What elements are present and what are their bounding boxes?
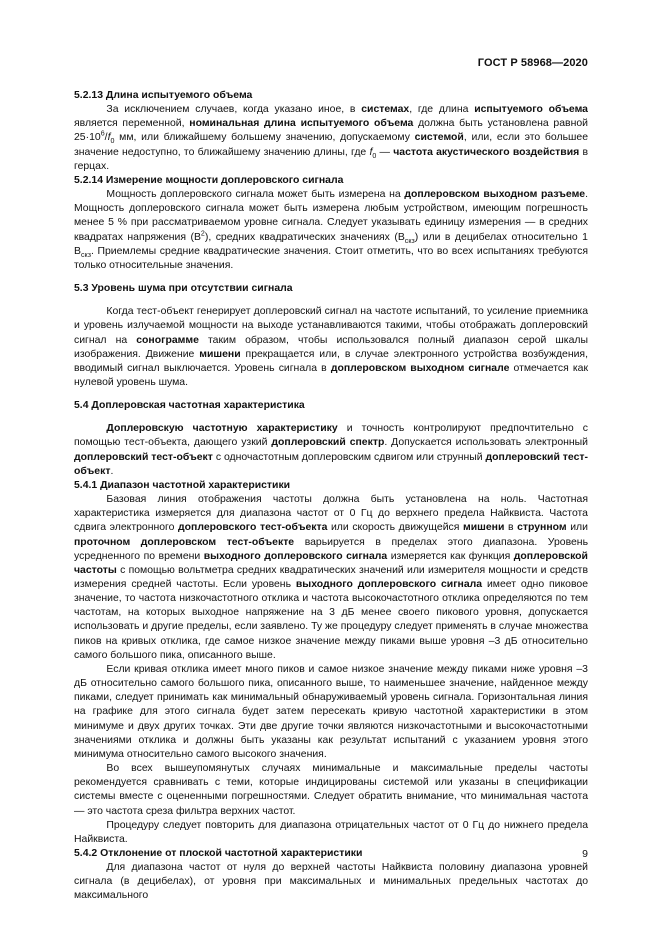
section-heading: 5.4 Доплеровская частотная характеристика <box>74 400 305 412</box>
paragraph <box>74 762 588 819</box>
text-run: f <box>369 146 373 158</box>
text-run: За исключением случаев, когда указано иное, в <box>106 104 362 116</box>
text-run: Во всех вышеупомянутых случаях минимальные и максимальные пределы частоты рекомендуется сравнивать с теми, которые индицированы системой или указаны в спецификации системы вместе с оцененными погрешностями. Следует обратить внимание, что минимальная частота — это частота среза фильтра верхних частот. <box>74 763 588 817</box>
text-run: и точность контролируют предпочтительно с помощью тест-объекта, дающего узкий <box>74 423 588 449</box>
term: доплеровском выходном сигнале <box>330 362 510 374</box>
text-run: ) или в децибелах относительно 1 В <box>74 231 588 257</box>
text-run: . Мощность доплеровского сигнала может быть измерена любым устройством, имеющим погрешность менее 5 % при рассматриваемом уровне сигнала. Следует указывать единицу измерения — в средних квадратах напряжения (В <box>74 189 588 243</box>
text-run: должна быть установлена равной 25·10 <box>74 118 588 144</box>
text-run: . <box>110 465 114 477</box>
text-run: является переменной, <box>74 118 190 130</box>
section-heading: 5.2.14 Измерение мощности доплеровского сигнала <box>74 174 344 186</box>
term: проточном доплеровском тест-объекте <box>74 536 295 548</box>
section-heading: 5.3 Уровень шума при отсутствии сигнала <box>74 283 293 295</box>
term: мишени <box>463 522 505 534</box>
term: мишени <box>199 348 241 360</box>
text-run: скз <box>80 250 91 259</box>
term: частота акустического воздействия <box>393 146 580 158</box>
term: Доплеровскую частотную характеристику <box>106 423 338 435</box>
section-heading: 5.4.1 Диапазон частотной характеристики <box>74 479 291 491</box>
text-run: Мощность доплеровского сигнала может быть измерена на <box>106 189 405 201</box>
text-run: отмечается как нулевой уровень шума. <box>74 362 589 388</box>
text-run: Когда тест-объект генерирует доплеровский сигнал на частоте испытаний, то усиление приемника и уровень излучаемой мощности на выходе устанавливаются такими, чтобы отображать доплеровский сигнал на <box>74 306 588 346</box>
term: доплеровский спектр <box>271 437 385 449</box>
section-heading: 5.4.2 Отклонение от плоской частотной характеристики <box>74 847 363 859</box>
text-run: 0 <box>372 151 377 160</box>
paragraph <box>74 819 588 847</box>
paragraph <box>74 861 588 903</box>
text-run: Базовая линия отображения частоты должна быть установлена на ноль. Частотная характеристика измеряется для диапазона частот от 0 Гц до верхнего предела Найквиста. Частота сдвига электронного <box>74 494 588 534</box>
term: сонограмме <box>136 334 199 346</box>
paragraph <box>74 422 588 479</box>
text-run: Если кривая отклика имеет много пиков и самое низкое значение между пиками ниже уровня –3 дБ относительно самого большого пика, описанного выше, то наименьшее значение, найденное между пиками, следует принимать как минимальный обнаруживаемый уровень сигнала. Горизонтальная линия на графике для этого сигнала будет затем пересекать кривую частотной характеристики в этом минимуме и двух других точках. Эти две другие точки являются низкочастотными и высокочастотными значениями отклика и должны быть указаны как результат испытаний с указанием уровня этого минимума относительно самого высокого значения. <box>74 663 588 760</box>
term: доплеровский тест-объект <box>74 451 213 463</box>
text-run: 0 <box>110 137 115 146</box>
paragraph <box>74 103 588 174</box>
term: доплеровском выходном разъеме <box>404 189 586 201</box>
paragraph <box>74 663 588 762</box>
document-id: ГОСТ Р 58968—2020 <box>477 57 588 69</box>
text-run: или <box>566 522 588 534</box>
document-body <box>74 89 588 904</box>
text-run: скз <box>404 236 415 245</box>
term: системой <box>414 132 464 144</box>
term: выходного доплеровского сигнала <box>203 550 388 562</box>
term: доплеровской частоты <box>74 550 588 576</box>
text-run: имеет одно пиковое значение, то частота низкочастотного отклика и частота высокочастотного отклика определяются по тем частотам, на которых выходное напряжение на 3 дБ менее своего пикового уровня, допускается использовать и другие пределы, если заявлено. Ту же процедуру следует применять в случае множества пиков на кривых отклика, где самое низкое значение между пиками выше уровня –3 дБ относительно самого большого пика, описанного выше. <box>74 579 588 661</box>
text-run: . Допускается использовать электронный <box>384 437 588 449</box>
text-run: 6 <box>100 129 105 138</box>
term: доплеровский тест-объект <box>74 451 588 477</box>
section-heading: 5.2.13 Длина испытуемого объема <box>74 90 253 101</box>
paragraph <box>74 188 588 273</box>
paragraph <box>74 493 588 663</box>
text-run: или скорость движущейся <box>327 522 463 534</box>
text-run: с помощью вольтметра средних квадратических значений или измерителя мощности и средств измерения средней частоты. Если уровень <box>74 564 588 590</box>
text-run: , или, если это большее значение недоступно, то ближайшему значению длины, где <box>74 132 588 158</box>
term: испытуемого объема <box>474 104 588 116</box>
term: струнном <box>517 522 567 534</box>
text-run: 2 <box>200 229 205 238</box>
text-run: с одночастотным доплеровским сдвигом или струнный <box>212 451 486 463</box>
paragraph <box>74 305 588 390</box>
text-run: Процедуру следует повторить для диапазона отрицательных частот от 0 Гц до нижнего предела Найквиста. <box>74 819 588 845</box>
text-run: . Приемлемы средние квадратические значения. Стоит отметить, что во всех испытаниях требуются только относительные значения. <box>74 245 588 271</box>
text-run: , где длина <box>409 104 475 116</box>
term: системах <box>361 104 410 116</box>
text-run: ), средних квадратических значениях (В <box>204 231 405 243</box>
text-run: в <box>504 522 518 534</box>
text-run: прекращается или, в случае электронного устройства возбуждения, вводимый сигнал выключается. Уровень сигнала в <box>74 348 588 374</box>
term: выходного доплеровского сигнала <box>295 579 483 590</box>
text-run: в герцах. <box>74 146 588 172</box>
text-run: измеряется как функция <box>387 550 514 562</box>
term: номинальная длина испытуемого объема <box>189 118 414 130</box>
text-run: / <box>104 132 108 144</box>
text-run: варьируется в пределах этого диапазона. Уровень усредненного по времени <box>74 536 589 562</box>
text-run: — <box>376 146 394 158</box>
term: доплеровского тест-объекта <box>178 522 328 534</box>
text-run: мм, или ближайшему большему значению, допускаемому <box>114 132 415 144</box>
page-number: 9 <box>582 848 588 860</box>
text-run: f <box>107 132 111 144</box>
text-run: Для диапазона частот от нуля до верхней частоты Найквиста половину диапазона уровней сигнала (в децибелах), от уровня при максимальных и минимальных предельных частотах до максимального <box>74 862 588 902</box>
text-run: таким образом, чтобы использовался полный диапазон серой шкалы изображения. Движение <box>74 334 588 360</box>
